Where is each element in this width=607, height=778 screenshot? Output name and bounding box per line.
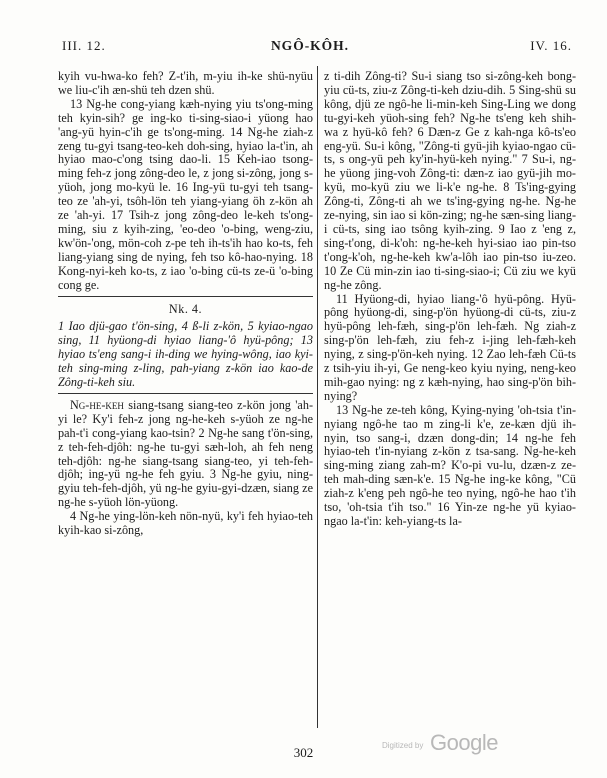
left-column bbox=[58, 70, 313, 745]
page-number: 302 bbox=[293, 745, 314, 760]
paragraph: z ti-dih Zông-ti? Su-i siang tso si-zông-keh bong-yiu cü-ts, ziu-z Zông-ti-keh dziu-dih. 5 Sing-shü su kông, djü ze ngô-he li-min-keh Sing-Ling we dong tu-gyi-keh yüoh-sing feh? Ng-he ts'eng keh shih-wa z hyü-kô feh? 6 Dæn-z Ge z kah-nga kô-ts'eo eng-yü. Su-i kông, "Zông-ti gyü-jih kyiao-ngao cü-ts, s ong-yü peh ky'in-hyü-keh nying." 7 Su-i, ng-he yüong jing-voh Zông-ti: dæn-z iao gyü-jih mo-kyü, mo-kyü ziu we li-k'e ng-he. 8 Ts'ing-gying Zông-ti, Zông-ti ah we ts'ing-gying ng-he. Ng-he ze-nying, sin iao si kön-zing; ng-he sæn-sing liang-i cü-ts, sing iao tsông kyih-zing. 9 Iao z 'eng z, sing-t'ong, di-k'oh: ng-he-keh hyi-siao iao pin-tso t'ong-k'oh, ng-he-keh kw'a-lôh iao pin-tso iu-zeo. 10 Ze Cü min-zin iao ti-sing-siao-i; Cü ziu we kyü ng-he zông. bbox=[324, 70, 576, 292]
digitized-label: Digitized by bbox=[382, 741, 424, 750]
section-heading: Nk. 4. bbox=[168, 301, 203, 316]
column-divider bbox=[317, 66, 318, 728]
header-left-reference: III. 12. bbox=[62, 38, 106, 53]
chapter-summary: 1 Iao djü-gao t'ön-sing, 4 ß-li z-kön, 5 kyiao-ngao sing, 11 hyüong-di hyiao liang-'ô hyü-pông; 13 hyiao ts'eng sang-i ih-ding we hying-wông, iao kyi-teh sing-ming z-ling, pah-yiang z-kön iao kao-de Zông-ti-keh siu. bbox=[58, 319, 313, 390]
header-right-reference: IV. 16. bbox=[530, 38, 572, 53]
section-rule bbox=[58, 296, 313, 297]
right-column bbox=[324, 70, 576, 745]
paragraph: 4 Ng-he ying-lön-keh nön-nyü, ky'i feh hyiao-teh kyih-kao si-zông, bbox=[58, 509, 313, 538]
google-logo: Google bbox=[430, 730, 498, 755]
paragraph: 11 Hyüong-di, hyiao liang-'ô hyü-pông. Hyü-pông hyüong-di, sing-p'ön hyüong-di cü-ts, ziu-z hyü-pông leh-fæh, sing-p'ön leh-fæh. Ng ziah-z sing-p'ön leh-fæh, ziu feh-z i-jing leh-fæh-keh nying, z sing-p'ön-keh nying. 12 Zao leh-fæh Cü-ts z tsih-yiu ih-yi, Ge neng-keo kyiu nying, neng-keo mih-gao nying: ng z kæh-nying, hao sing-p'ön bih-nying? bbox=[324, 291, 576, 403]
paragraph: kyih vu-hwa-ko feh? Z-t'ih, m-yiu ih-ke shü-nyüu we liu-c'ih æn-shü teh dzen shü. bbox=[58, 70, 313, 97]
running-header bbox=[48, 38, 572, 58]
paragraph: 13 Ng-he cong-yiang kæh-nying yiu ts'ong-ming teh kyin-sih? ge ing-ko ti-sing-siao-i yüong hao 'ang-yü hyin-c'ih ge ts'ong-ming. 14 Ng-he ziah-z zeng tu-gyi tsang-teo-keh doh-sing, hyiao la-t'in, ah hyiao mao-c'ong tsing dao-li. 15 Keh-iao tsong-ming feh-z jong zông-deo le, z jong si-zông, jong s-yüoh, jong mo-kyü le. 16 Ing-yü tu-gyi teh tsang-teo ze 'ah-yi, tsôh-lön teh yiang-yiang öh z-kön ah ze 'ah-yi. 17 Tsih-z jong zông-deo le-keh ts'ong-ming, siu z kyih-zing, 'eo-deo 'o-bing, weng-ziu, kw'ön-'ong, mön-coh z-pe teh ih-ts'ih hao ko-ts, feh liang-yiang sing de nying, feh tso kô-hao-nying. 18 Kong-nyi-keh ko-ts, z iao 'o-bing cü-ts ze-ü 'o-bing cong ge. bbox=[58, 96, 313, 292]
header-title: NGÔ-KÔH. bbox=[270, 38, 350, 53]
paragraph: 13 Ng-he ze-teh kông, Kying-nying 'oh-tsia t'in-nyiang ngô-he tao m zing-li k'e, ze-kæn djü ih-nyin, tso sang-i, dzæn dong-din; 14 ng-he feh hyiao-teh t'in-nyiang z-kön z tsa-sang. Ng-he-keh sing-ming ziang zah-m? K'o-pi vu-lu, dzæn-z ze-teh mah-ding sæn-k'e. 15 Ng-he ing-ke kông, "Cü ziah-z k'eng peh ngô-he teo nying, ngô-he hao t'ih tso, 'oh-tsia t'ih tso." 16 Yin-ze ng-he yü kyiao-ngao la-t'in: keh-yiang-ts la- bbox=[324, 402, 576, 528]
section-rule bbox=[58, 393, 313, 394]
paragraph-text: siang-tsang siang-teo z-kön jong 'ah-yi le? Ky'i feh-z jong ng-he-keh s-yüoh ze ng-he pah-t'i cong-yiang kao-tsin? 2 Ng-he sang t'ön-sing, z teh-feh-djôh: ng-he tu-gyi sæh-loh, ah feh neng teh-djôh: ng-he siang-tsang siang-teo, yi teh-feh-djôh; ing-yü ng-he feh gyiu. 3 Ng-he gyiu, ning-gyiu teh-feh-djôh, yü ng-he gyiu-gyi-dzæn, siang ze ng-he s-yüoh lön-yüong. bbox=[58, 397, 313, 510]
digitized-watermark bbox=[382, 730, 522, 758]
paragraph bbox=[58, 399, 313, 510]
lead-word: Ng-he-keh bbox=[70, 397, 124, 412]
